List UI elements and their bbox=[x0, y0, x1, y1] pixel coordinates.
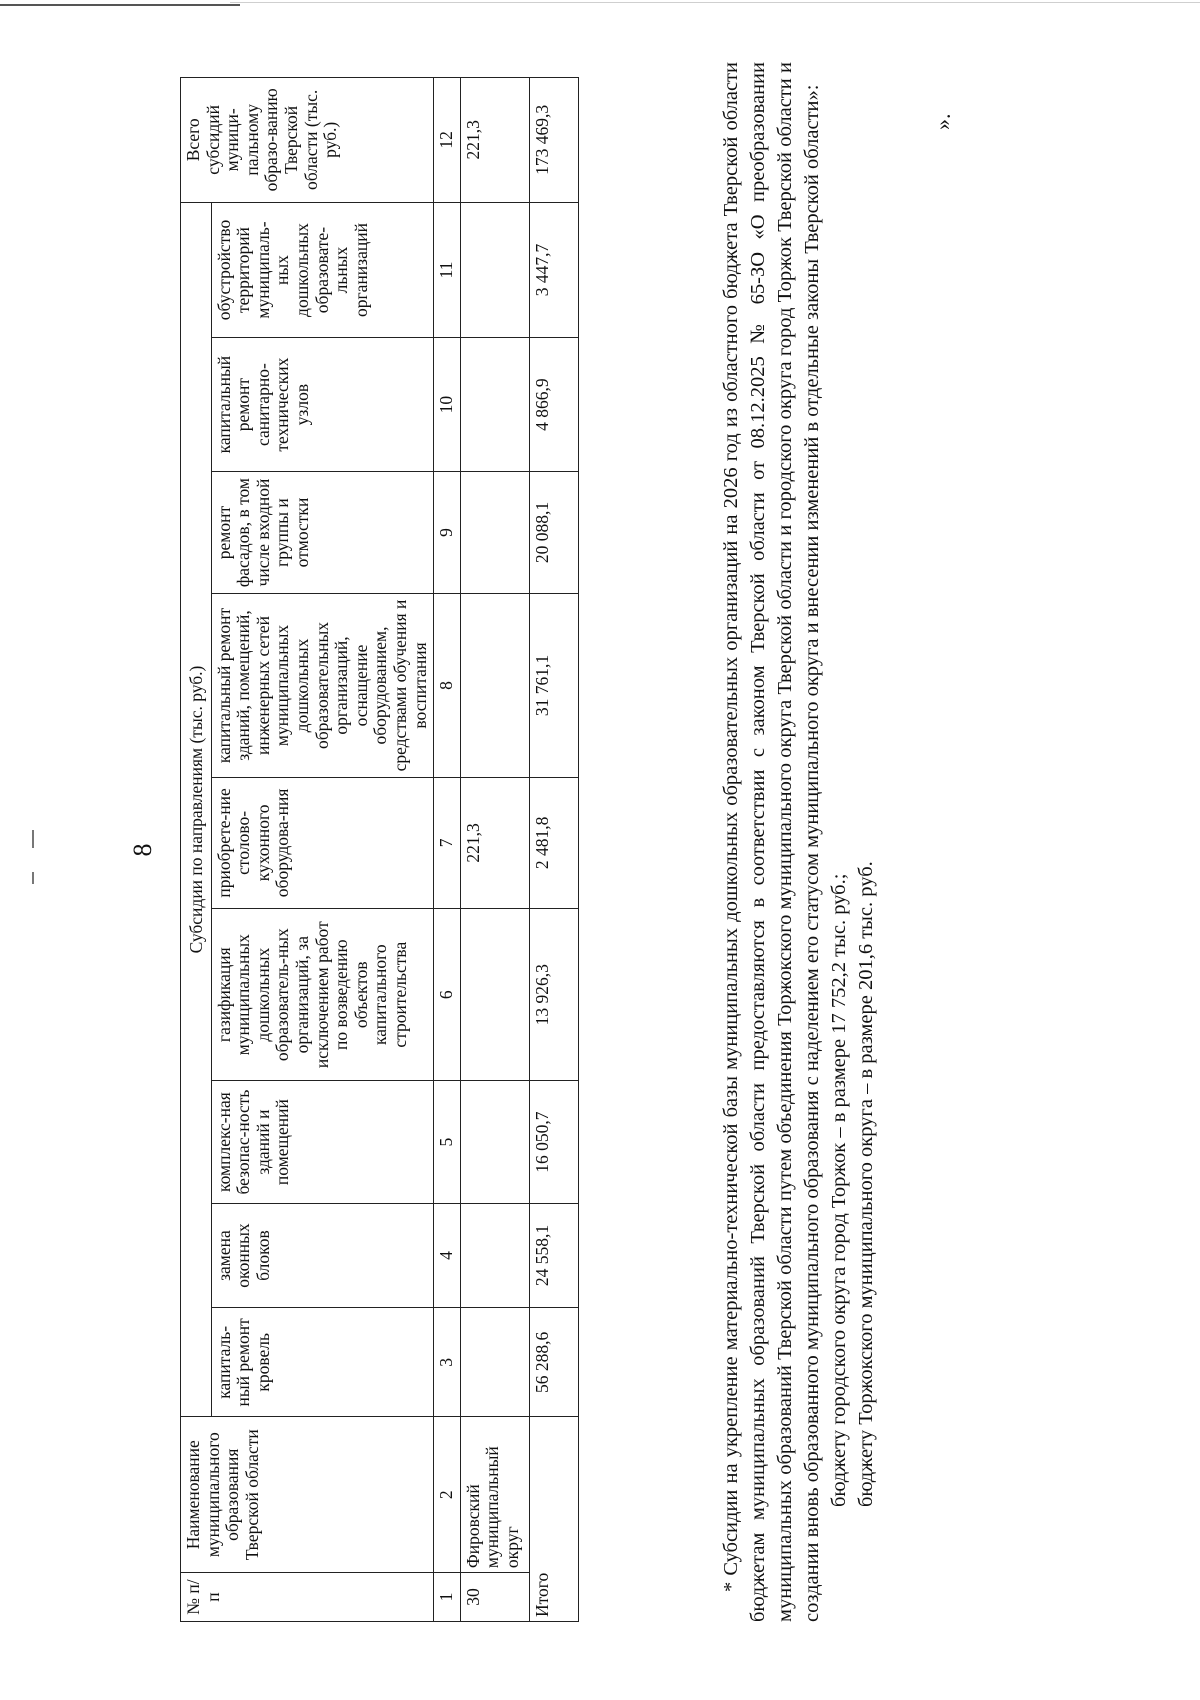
row-value bbox=[460, 594, 529, 778]
table-row bbox=[460, 78, 529, 1622]
row-total: 221,3 bbox=[460, 78, 529, 203]
column-number-row bbox=[434, 78, 461, 1622]
column-number: 10 bbox=[434, 338, 461, 471]
header-direction: обустройство территорий муниципаль-ных дошкольных образовате-льных организаций bbox=[211, 202, 434, 338]
header-name: Наименование муниципального образования Тверской области bbox=[181, 1417, 434, 1573]
header-direction: капитальный ремонт зданий, помещений, инженерных сетей муниципальных дошкольных образовательных организаций, оснащение оборудованием, средствами обучения и воспитания bbox=[211, 594, 434, 778]
total-value: 31 761,1 bbox=[529, 594, 578, 778]
row-value bbox=[460, 909, 529, 1081]
header-direction: газификация муниципальных дошкольных образователь-ных организаций, за исключением работ по возведению объектов капитального строительства bbox=[211, 909, 434, 1081]
header-direction: капитальный ремонт санитарно-технических узлов bbox=[211, 338, 434, 471]
column-number: 3 bbox=[434, 1308, 461, 1417]
table-header-row bbox=[181, 78, 212, 1622]
column-number: 7 bbox=[434, 777, 461, 908]
header-group: Субсидии по направлениям (тыс. руб.) bbox=[181, 202, 212, 1417]
total-label: Итого bbox=[529, 1417, 578, 1622]
row-value: 221,3 bbox=[460, 777, 529, 908]
total-value: 13 926,3 bbox=[529, 909, 578, 1081]
row-name: Фировский муниципальный округ bbox=[460, 1417, 529, 1573]
header-direction: приобрете-ние столово-кухонного оборудова-ния bbox=[211, 777, 434, 908]
total-value: 20 088,1 bbox=[529, 471, 578, 593]
column-number: 12 bbox=[434, 78, 461, 203]
column-number: 5 bbox=[434, 1081, 461, 1203]
row-value bbox=[460, 1203, 529, 1308]
footnote-line: бюджету Торжокского муниципального округа – в размере 201,6 тыс. руб. bbox=[855, 861, 878, 1507]
row-value bbox=[460, 471, 529, 593]
table-subheader-row bbox=[211, 78, 434, 1622]
footnote-line: бюджету городского округа город Торжок – в размере 17 752,2 тыс. руб.; bbox=[828, 873, 851, 1507]
grand-total: 173 469,3 bbox=[529, 78, 578, 203]
column-number: 4 bbox=[434, 1203, 461, 1308]
row-value bbox=[460, 338, 529, 471]
row-value bbox=[460, 1081, 529, 1203]
header-direction: ремонт фасадов, в том числе входной группы и отмостки bbox=[211, 471, 434, 593]
header-direction: замена оконных блоков bbox=[211, 1203, 434, 1308]
footnote-main: * Субсидии на укрепление материально-технической базы муниципальных дошкольных образовательных организаций на 2026 год из областного бюджета Тверской области бюджетам муниципальных образований Тверской области предоставляются в соответствии с законом Тверской области от 08.12.2025 № 65-ЗО «О преобразовании муниципальных образований Тверской области путем объединения Торжокского муниципального округа Тверской области и городского округа город Торжок Тверской области и создании вновь образованного муниципального образования с наделением его статусом муниципального округа и внесении изменений в отдельные законы Тверской области»: bbox=[720, 62, 824, 1622]
column-number: 2 bbox=[434, 1417, 461, 1573]
row-num: 30 bbox=[460, 1573, 529, 1622]
total-value: 3 447,7 bbox=[529, 202, 578, 338]
page-number-text: 8 bbox=[128, 843, 157, 857]
footnote bbox=[718, 62, 880, 1622]
header-num: № п/п bbox=[181, 1573, 434, 1622]
total-value: 2 481,8 bbox=[529, 777, 578, 908]
header-direction: капиталь-ный ремонт кровель bbox=[211, 1308, 434, 1417]
subsidies-table bbox=[180, 77, 579, 1622]
total-value: 4 866,9 bbox=[529, 338, 578, 471]
total-value: 56 288,6 bbox=[529, 1308, 578, 1417]
total-row bbox=[529, 78, 578, 1622]
row-value bbox=[460, 202, 529, 338]
column-number: 6 bbox=[434, 909, 461, 1081]
total-value: 24 558,1 bbox=[529, 1203, 578, 1308]
total-value: 16 050,7 bbox=[529, 1081, 578, 1203]
column-number: 1 bbox=[434, 1573, 461, 1622]
column-number: 8 bbox=[434, 594, 461, 778]
column-number: 11 bbox=[434, 202, 461, 338]
page-number bbox=[128, 0, 158, 1700]
header-total: Всего субсидий муници-пальному образо-ванию Тверской области (тыс. руб.) bbox=[181, 78, 434, 203]
row-value bbox=[460, 1308, 529, 1417]
column-number: 9 bbox=[434, 471, 461, 593]
header-direction: комплекс-ная безопас-ность зданий и помещений bbox=[211, 1081, 434, 1203]
closing-quote: ». bbox=[930, 113, 955, 130]
